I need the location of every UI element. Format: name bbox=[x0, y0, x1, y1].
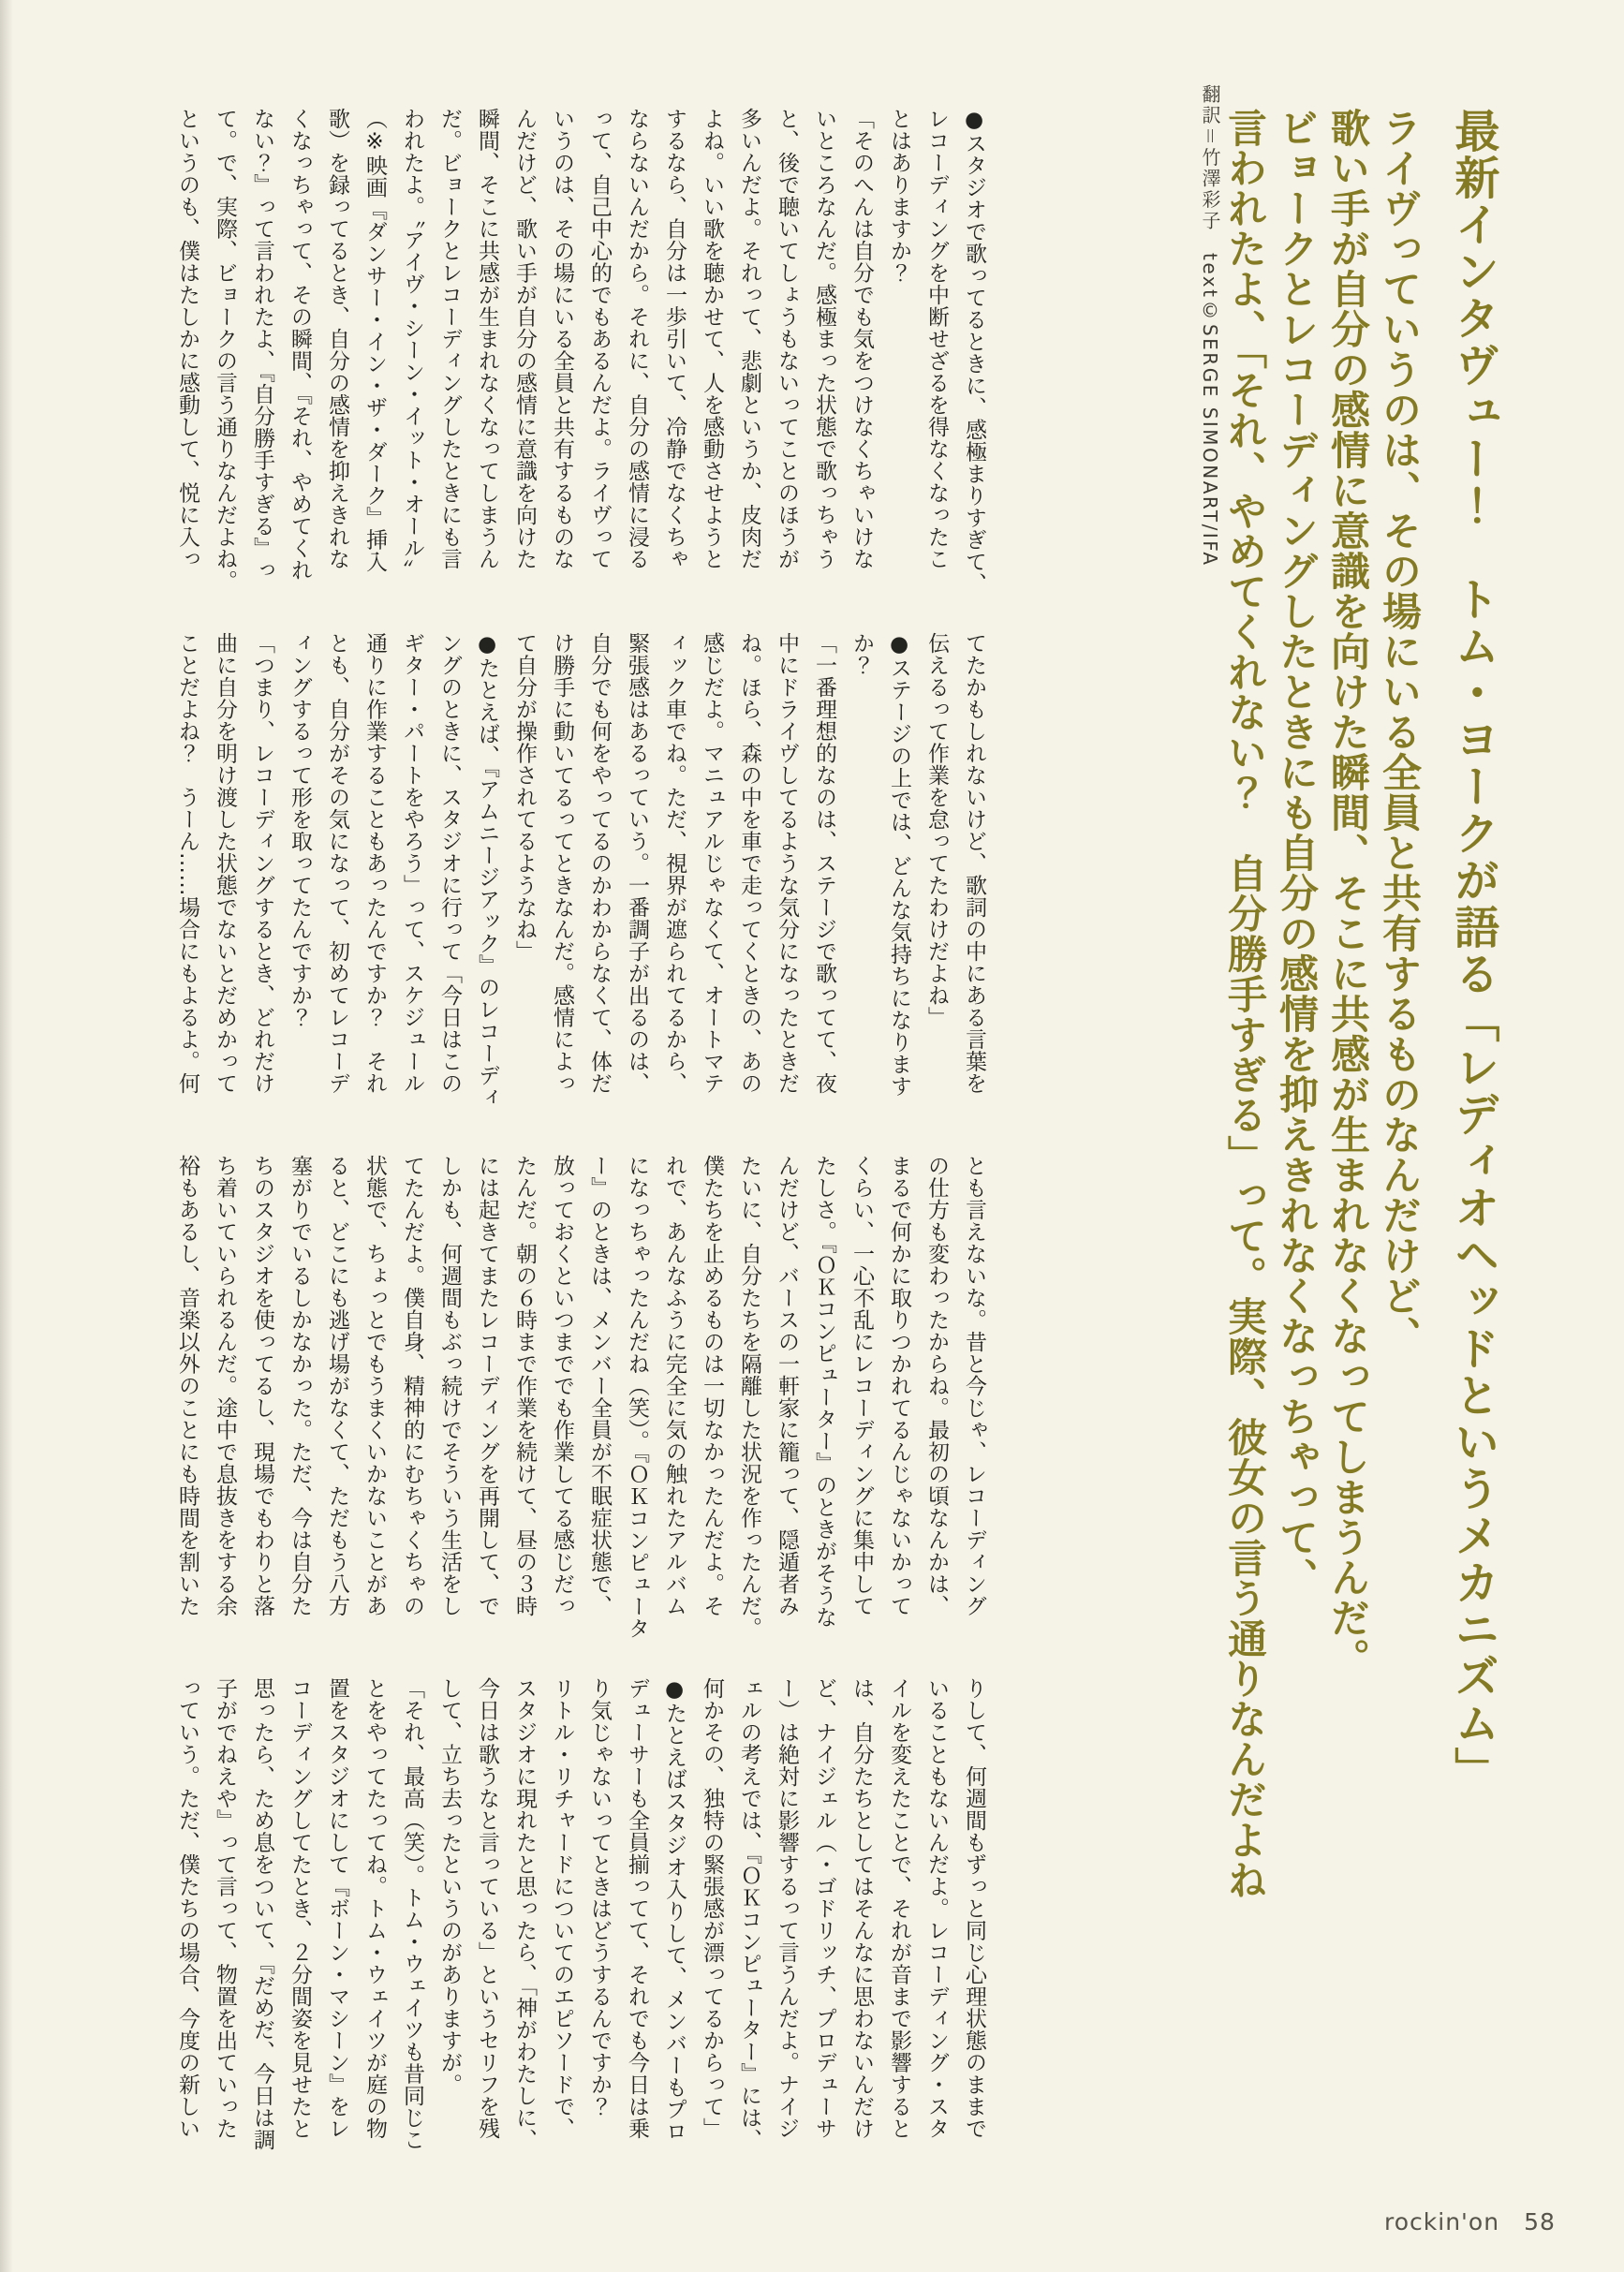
text-column: ●たとえば、『アムニージアック』のレコーディ bbox=[475, 632, 499, 1109]
text-column: ィングするって形を取ってたんですか？ bbox=[288, 632, 312, 1028]
text-column: 「そのへんは自分でも気をつけなくちゃいけな bbox=[849, 108, 874, 570]
text-column: ならないんだから。それに、自分の感情に浸る bbox=[625, 108, 649, 570]
text-column: （※映画『ダンサー・イン・ザ・ダーク』挿入 bbox=[362, 108, 387, 573]
text-column: とも言えないな。昔と今じゃ、レコーディング bbox=[962, 1155, 986, 1617]
text-column: と、後で聴いてしょうもないってことのほうが bbox=[775, 108, 799, 570]
text-column: たしさ。『ＯＫコンピューター』のときがそうな bbox=[812, 1155, 836, 1629]
text-column: 置をスタジオにして『ボーン・マシーン』をレ bbox=[325, 1677, 349, 2140]
text-column: 中にドライヴしてるような気分になったときだ bbox=[775, 632, 799, 1095]
text-column: 裕もあるし、音楽以外のことにも時間を割いた bbox=[175, 1155, 199, 1617]
body-band-4 bbox=[169, 1677, 993, 2151]
text-column: 僕たちを止めるものは一切なかったんだよ。そ bbox=[700, 1155, 724, 1617]
subhead bbox=[1219, 108, 1425, 1900]
text-column: 「つまり、レコーディングするとき、どれだけ bbox=[250, 632, 274, 1095]
text-column: コーディングしてたとき、２分間姿を見せたと bbox=[288, 1677, 312, 2140]
text-column: ●ステージの上では、どんな気持ちになります bbox=[887, 632, 911, 1098]
text-column: になっちゃったんだね（笑）。『ＯＫコンピュータ bbox=[625, 1155, 649, 1640]
text-column: ギター・パートをやろう」って、スケジュール bbox=[400, 632, 424, 1095]
magazine-brand: rockin'on bbox=[1384, 2208, 1500, 2235]
text-column: いところなんだ。感極まった状態で歌っちゃう bbox=[812, 108, 836, 570]
page-number: 58 bbox=[1524, 2208, 1556, 2235]
text-column: 子がでねえや』って言って、物置を出ていった bbox=[213, 1677, 237, 2140]
scan-edge-shade bbox=[0, 0, 13, 2272]
text-column: 瞬間、そこに共感が生まれなくなってしまうん bbox=[475, 108, 499, 570]
text-column: 自分でも何をやってるのかわからなくて、体だ bbox=[587, 632, 612, 1095]
text-column: 通りに作業することもあったんですか？ それ bbox=[362, 632, 387, 1095]
text-column: ー』のときは、メンバー全員が不眠症状態で、 bbox=[587, 1155, 612, 1617]
text-column: って、自己中心的でもあるんだよ。ライヴって bbox=[587, 108, 612, 570]
text-column: てたかもしれないけど、歌詞の中にある言葉を bbox=[962, 632, 986, 1095]
text-column: ●たとえばスタジオ入りして、メンバーもプロ bbox=[662, 1677, 687, 2143]
text-column: するなら、自分は一歩引いて、冷静でなくちゃ bbox=[662, 108, 687, 570]
text-column: ない？』って言われたよ、『自分勝手すぎる』っ bbox=[250, 108, 274, 582]
text-column: ち着いていられるんだ。途中で息抜きをする余 bbox=[213, 1155, 237, 1617]
text-column: よね。いい歌を聴かせて、人を感動させようと bbox=[700, 108, 724, 570]
text-column: して、立ち去ったというのがありますが。 bbox=[437, 1677, 462, 2096]
page-footer bbox=[1384, 2208, 1556, 2235]
text-column: け勝手に動いてるってときなんだ。感情によっ bbox=[550, 632, 574, 1095]
text-column: スタジオに現れたと思ったら、「神がわたしに、 bbox=[512, 1677, 537, 2151]
subhead-line: 歌い手が自分の感情に意識を向けた瞬間、そこに共感が生まれなくなってしまうんだ。 bbox=[1325, 108, 1371, 1678]
text-column: 感じだよ。マニュアルじゃなくて、オートマテ bbox=[700, 632, 724, 1095]
text-column: 思ったら、ため息をついて、『だめだ、今日は調 bbox=[250, 1677, 274, 2151]
text-column: たいに、自分たちを隔離した状況を作ったんだ。 bbox=[737, 1155, 761, 1639]
text-column: たんだ。朝の６時まで作業を続けて、昼の３時 bbox=[512, 1155, 537, 1617]
text-column: 放っておくといつまででも作業してる感じだっ bbox=[550, 1155, 574, 1617]
text-column: ●スタジオで歌ってるときに、感極まりすぎて、 bbox=[962, 108, 986, 595]
text-column: とも、自分がその気になって、初めてレコーデ bbox=[325, 632, 349, 1095]
text-column: は、自分たちとしてはそんなに思わないんだけ bbox=[849, 1677, 874, 2140]
text-column: くなっちゃって、その瞬間、『それ、やめてくれ bbox=[288, 108, 312, 582]
text-column: 「それ、最高（笑）。トム・ウェイツも昔同じこ bbox=[400, 1677, 424, 2151]
text-column: くらい、一心不乱にレコーディングに集中して bbox=[849, 1155, 874, 1617]
text-column: っていう。ただ、僕たちの場合、今度の新しい bbox=[175, 1677, 199, 2140]
text-column: いることもないんだよ。レコーディング・スタ bbox=[924, 1677, 949, 2140]
text-column: 今日は歌うなと言っている」というセリフを残 bbox=[475, 1677, 499, 2140]
text-column: んだけど、歌い手が自分の感情に意識を向けた bbox=[512, 108, 537, 570]
text-column: 状態で、ちょっとでもうまくいかないことがあ bbox=[362, 1155, 387, 1617]
text-column: 「一番理想的なのは、ステージで歌ってて、夜 bbox=[812, 632, 836, 1095]
subhead-line: ビョークとレコーディングしたときにも自分の感情を抑えきれなくなっちゃって、 bbox=[1274, 108, 1320, 1598]
text-column: 多いんだよ。それって、悲劇というか、皮肉だ bbox=[737, 108, 761, 570]
text-column: りして、何週間もずっと同じ心理状態のままで bbox=[962, 1677, 986, 2140]
text-column: には起きてまたレコーディングを再開して、で bbox=[475, 1155, 499, 1617]
text-column: ェルの考えでは、『ＯＫコンピューター』には、 bbox=[737, 1677, 761, 2151]
text-column: ど、ナイジェル（・ゴドリッチ、プロデューサ bbox=[812, 1677, 836, 2140]
text-column: ね。ほら、森の中を車で走ってくときの、あの bbox=[737, 632, 761, 1095]
credit-line: 翻訳＝竹澤彩子 text©SERGE SIMONART/IFA bbox=[1199, 84, 1221, 568]
text-column: 曲に自分を明け渡した状態でないとだめかって bbox=[213, 632, 237, 1095]
text-column: り気じゃないってときはどうするんですか？ bbox=[587, 1677, 612, 2117]
text-column: てたんだよ。僕自身、精神的にむちゃくちゃの bbox=[400, 1155, 424, 1617]
text-column: ことだよね？ うーん……場合にもよるよ。何 bbox=[175, 632, 199, 1095]
text-column: しかも、何週間もぶっ続けでそういう生活をし bbox=[437, 1155, 462, 1617]
text-column: ると、どこにも逃げ場がなくて、ただもう八方 bbox=[325, 1155, 349, 1617]
text-column: リトル・リチャードについてのエピソードで、 bbox=[550, 1677, 574, 2140]
body-band-3 bbox=[169, 1155, 993, 1640]
text-column: いうのは、その場にいる全員と共有するものな bbox=[550, 108, 574, 570]
text-column: ングのときに、スタジオに行って「今日はこの bbox=[437, 632, 462, 1095]
text-column: て。で、実際、ビョークの言う通りなんだよね。 bbox=[213, 108, 237, 592]
text-column: か？ bbox=[849, 632, 874, 676]
text-column: 緊張感はあるっていう。一番調子が出るのは、 bbox=[625, 632, 649, 1095]
text-column: ィック車でね。ただ、視界が遮られてるから、 bbox=[662, 632, 687, 1095]
text-column: て自分が操作されてるようなね」 bbox=[512, 632, 537, 963]
text-column: とをやってたってね。トム・ウェイツが庭の物 bbox=[362, 1677, 387, 2140]
text-column: デューサーも全員揃ってて、それでも今日は乗 bbox=[625, 1677, 649, 2140]
body-band-1 bbox=[169, 108, 993, 595]
text-column: 塞がりでいるしかなかった。ただ、今は自分た bbox=[288, 1155, 312, 1617]
text-column: ー）は絶対に影響するって言うんだよ。ナイジ bbox=[775, 1677, 799, 2140]
text-column: 何かその、独特の緊張感が漂ってるからって」 bbox=[700, 1677, 724, 2140]
text-column: レコーディングを中断せざるを得なくなったこ bbox=[924, 108, 949, 570]
page-title: 最新インタヴュー！ トム・ヨークが語る「レディオヘッドというメカニズム」 bbox=[1446, 108, 1499, 1793]
text-column: だ。ビョークとレコーディングしたときにも言 bbox=[437, 108, 462, 570]
text-column: まるで何かに取りつかれてるんじゃないかって bbox=[887, 1155, 911, 1617]
text-column: の仕方も変わったからね。最初の頃なんかは、 bbox=[924, 1155, 949, 1617]
text-column: 伝えるって作業を怠ってたわけだよね」 bbox=[924, 632, 949, 1028]
text-column: われたよ。〝アイヴ・シーン・イット・オール〟 bbox=[400, 108, 424, 582]
text-column: 歌）を録ってるとき、自分の感情を抑えきれな bbox=[325, 108, 349, 570]
text-column: れで、あんなふうに完全に気の触れたアルバム bbox=[662, 1155, 687, 1617]
text-column: とはありますか？ bbox=[887, 108, 911, 284]
text-column: イルを変えたことで、それが音まで影響すると bbox=[887, 1677, 911, 2140]
subhead-line: 言われたよ、「それ、やめてくれない？ 自分勝手すぎる」って。実際、彼女の言う通りなんだよね bbox=[1222, 108, 1268, 1900]
body-band-2 bbox=[169, 632, 993, 1109]
subhead-line: ライヴっていうのは、その場にいる全員と共有するものなんだけど、 bbox=[1377, 108, 1423, 1356]
text-column: ちのスタジオを使ってるし、現場でもわりと落 bbox=[250, 1155, 274, 1617]
text-column: というのも、僕はたしかに感動して、悦に入っ bbox=[175, 108, 199, 570]
text-column: んだけど、バースの一軒家に籠って、隠遁者み bbox=[775, 1155, 799, 1617]
